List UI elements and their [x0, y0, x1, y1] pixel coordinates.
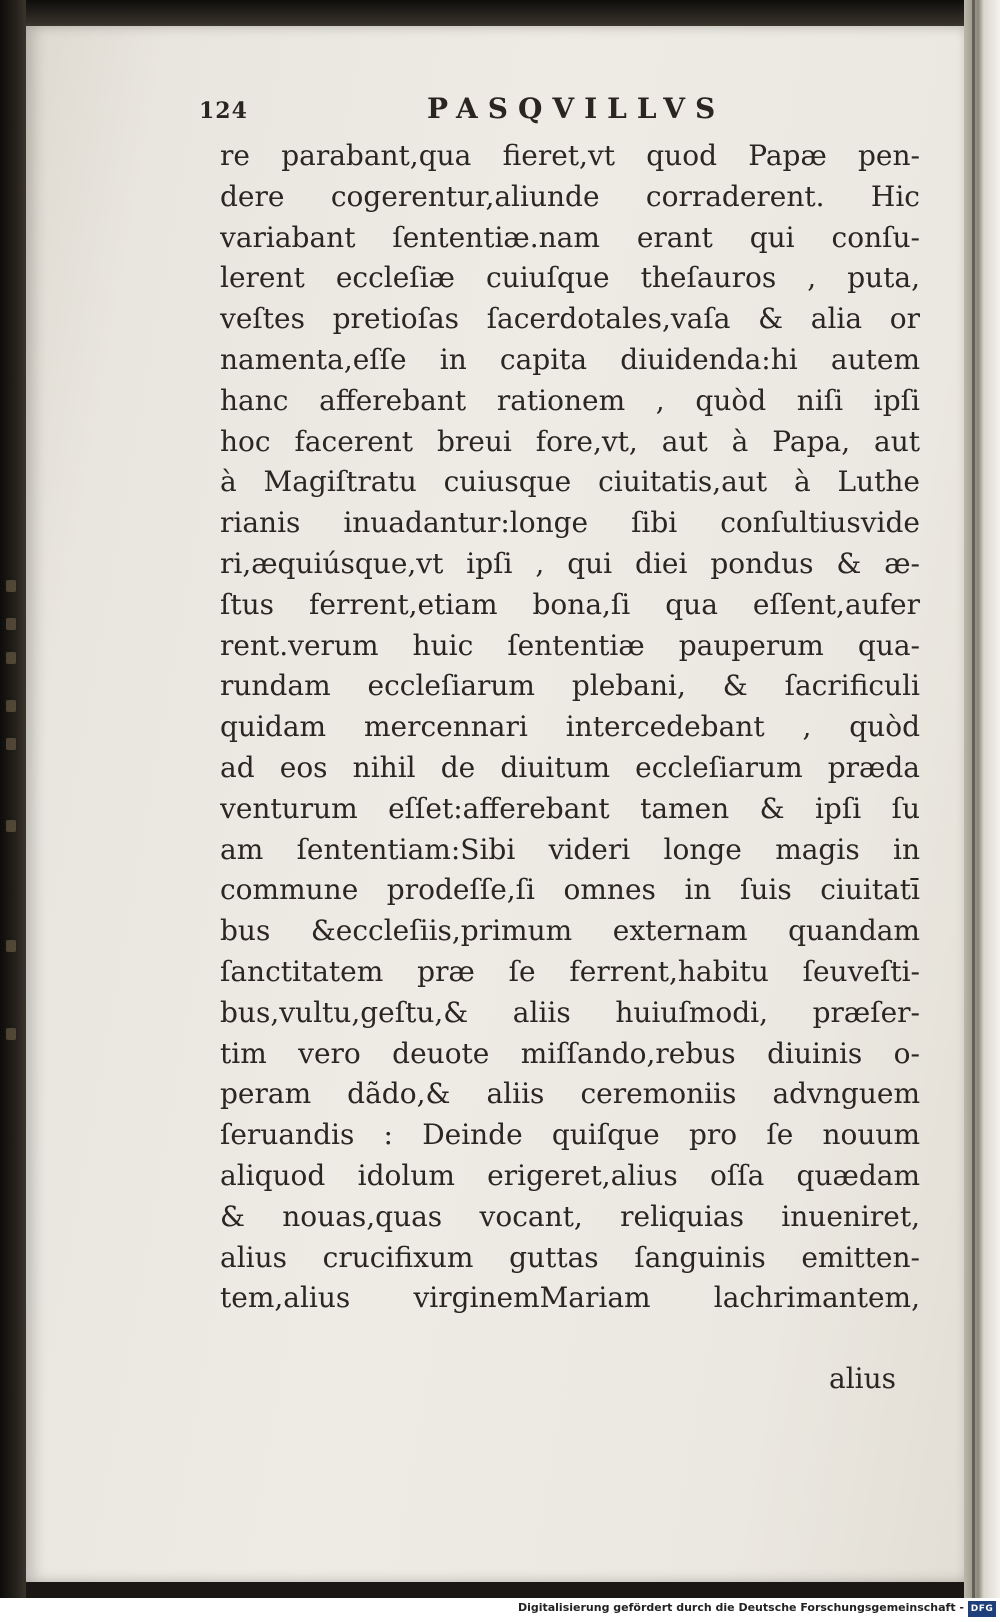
text-line: aliquod idolum erigeret,alius oſſa quædam [220, 1158, 920, 1192]
dfg-logo: DFG [968, 1601, 996, 1617]
book-binding-edge [0, 0, 26, 1598]
text-line: à Magiſtratu cuiusque ciuitatis,aut à Luthe [220, 465, 920, 499]
scan-top-edge [26, 0, 966, 26]
text-line: rundam eccleſiarum plebani, & ſacrificuli [220, 669, 920, 703]
funding-credit: Digitalisierung gefördert durch die Deutsche Forschungsgemeinschaft - [517, 1601, 964, 1614]
text-line: venturum eſſet:afferebant tamen & ipſi ſu [220, 791, 920, 825]
text-line: rent.verum huic ſententiæ pauperum qua- [220, 628, 920, 662]
text-line: veſtes pretioſas ſacerdotales,vaſa & alia or [220, 302, 920, 336]
text-line: commune prodeſſe,ſi omnes in ſuis ciuitatī [220, 873, 920, 907]
text-line: tem,alius virginemMariam lachrimantem, [220, 1281, 920, 1315]
text-line: ſeruandis : Deinde quiſque pro ſe nouum [220, 1118, 920, 1152]
text-line: & nouas,quas vocant, reliquias inueniret, [220, 1199, 920, 1233]
page-number: 124 [199, 98, 248, 124]
text-line: bus &eccleſiis,primum externam quandam [220, 914, 920, 948]
text-line: rianis inuadantur:longe ſibi conſultiusvide [220, 506, 920, 540]
text-line: namenta,eſſe in capita diuidenda:hi autem [220, 342, 920, 376]
running-title: PASQVILLVS [427, 92, 726, 125]
text-line: ad eos nihil de diuitum eccleſiarum præda [220, 750, 920, 784]
text-line: bus,vultu,geſtu,& aliis huiuſmodi, præſer- [220, 995, 920, 1029]
text-line: ſanctitatem præ ſe ferrent,habitu ſeuveſti- [220, 954, 920, 988]
body-text [220, 136, 920, 1319]
text-line: ſtus ferrent,etiam bona,ſi qua eſſent,aufer [220, 587, 920, 621]
text-line: lerent eccleſiæ cuiuſque theſauros , puta, [220, 261, 920, 295]
page-fore-edge [964, 0, 1000, 1598]
text-line: dere cogerentur,aliunde corraderent. Hic [220, 179, 920, 213]
page-header [199, 92, 759, 132]
text-line: hanc afferebant rationem , quòd niſi ipſi [220, 383, 920, 417]
spine-marks [4, 580, 20, 1040]
text-line: variabant ſententiæ.nam erant qui conſu- [220, 220, 920, 254]
catchword: alius [829, 1362, 897, 1395]
text-line: alius crucifixum guttas ſanguinis emitten- [220, 1240, 920, 1274]
footer-bar [0, 1598, 1000, 1622]
text-line: re parabant,qua fieret,vt quod Papæ pen- [220, 139, 920, 172]
text-line: peram dãdo,& aliis ceremoniis advnguem [220, 1077, 920, 1111]
text-line: hoc facerent breui fore,vt, aut à Papa, aut [220, 424, 920, 458]
text-line: quidam mercennari intercedebant , quòd [220, 710, 920, 744]
text-line: ri,æquiúsque,vt ipſi , qui diei pondus & æ- [220, 546, 920, 580]
book-page [26, 26, 966, 1582]
text-line: am ſententiam:Sibi videri longe magis in [220, 832, 920, 866]
text-line: tim vero deuote miſſando,rebus diuinis o- [220, 1036, 920, 1070]
